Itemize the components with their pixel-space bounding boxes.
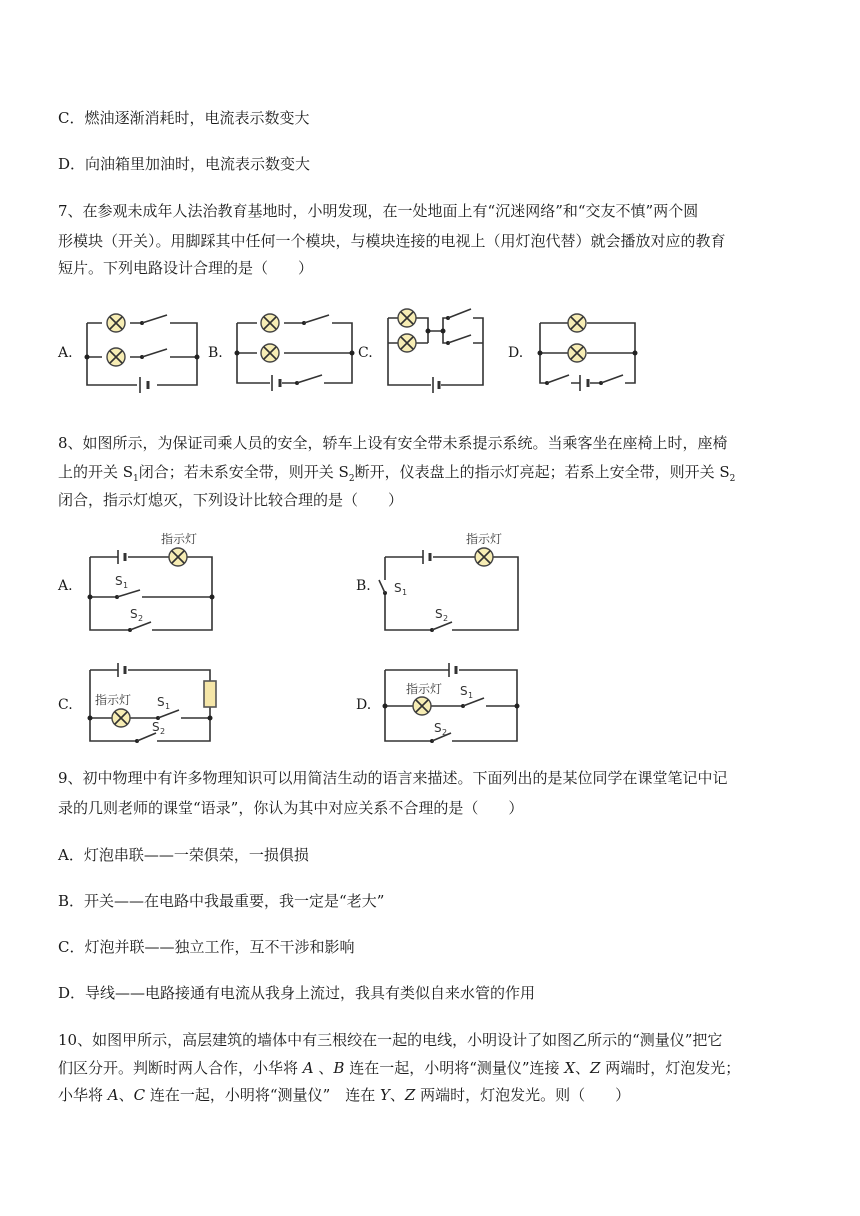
q8-label-d: D. — [356, 697, 372, 713]
q8-circuit-b — [380, 530, 530, 640]
q10-text: 、 — [313, 1059, 334, 1077]
q8-s2-label: S — [435, 607, 443, 621]
q10-var: B — [333, 1059, 345, 1077]
q8-s2-sub: 2 — [138, 614, 144, 623]
q8-circuit-a — [85, 530, 225, 640]
q8-lamp-label: 指示灯 — [95, 693, 132, 707]
q7-circuit-c — [383, 303, 493, 393]
q6-option-d: D．向油箱里加油时，电流表示数变大 — [58, 155, 311, 173]
q10-var: Z — [590, 1059, 601, 1077]
q10-var: Z — [404, 1086, 416, 1104]
q7-label-a: A. — [58, 345, 73, 361]
q10-text: 、 — [389, 1086, 405, 1104]
q10-stem-line2 — [58, 1058, 740, 1078]
q8-stem-line2 — [58, 462, 735, 489]
q8-stem-line1: 8、如图所示，为保证司乘人员的安全，轿车上设有安全带未系提示系统。当乘客坐在座椅上时，座椅 — [58, 434, 728, 452]
q10-var: C — [133, 1086, 146, 1104]
q9-option-c: C．灯泡并联——独立工作，互不干涉和影响 — [58, 938, 355, 956]
q6-option-c: C．燃油逐渐消耗时，电流表示数变大 — [58, 109, 310, 127]
q7-circuit-b — [232, 305, 362, 395]
q7-circuit-a — [82, 305, 212, 395]
q8-label-b: B. — [356, 578, 371, 594]
q8-lamp-label: 指示灯 — [161, 532, 198, 546]
q9-option-d: D．导线——电路接通有电流从我身上流过，我具有类似自来水管的作用 — [58, 984, 536, 1002]
switch-icon — [142, 315, 167, 323]
q10-var: X — [564, 1059, 575, 1077]
resistor-icon — [204, 681, 216, 707]
q10-text: 们区分开。判断时两人合作，小华将 — [58, 1059, 303, 1077]
q7-stem-line3: 短片。下列电路设计合理的是（ ） — [58, 259, 314, 277]
q9-stem-line2: 录的几则老师的课堂“语录”，你认为其中对应关系不合理的是（ ） — [58, 799, 524, 817]
q7-stem-line1: 7、在参观未成年人法治教育基地时，小明发现，在一处地面上有“沉迷网络”和“交友不慎”两个圆 — [58, 202, 699, 220]
q8-label-a: A. — [58, 578, 73, 594]
q8-lamp-label: 指示灯 — [406, 682, 443, 696]
q8-label-c: C. — [58, 697, 73, 713]
q10-var: Y — [380, 1086, 390, 1104]
q9-stem-line1: 9、初中物理中有许多物理知识可以用简洁生动的语言来描述。下面列出的是某位同学在课堂笔记中记 — [58, 769, 728, 787]
q8-s2-sub: 2 — [443, 614, 449, 623]
q10-text: 连在一起，小明将“测量仪” 连在 — [145, 1086, 380, 1104]
q8-s1-sub: 1 — [468, 691, 474, 700]
q8-lamp-label: 指示灯 — [466, 532, 503, 546]
q8-sub: 2 — [729, 474, 736, 484]
q7-label-d: D. — [508, 345, 524, 361]
q8-s1-label: S — [115, 574, 123, 588]
q8-text: 闭合；若未系安全带，则开关 S — [138, 463, 349, 481]
q8-s1-label: S — [460, 684, 468, 698]
q8-sub: 1 — [133, 474, 139, 484]
q8-text: 上的开关 S — [58, 463, 134, 481]
q8-sub: 2 — [348, 474, 355, 484]
q10-text: 两端时，灯泡发光； — [600, 1059, 741, 1077]
q10-stem-line3 — [58, 1085, 630, 1105]
q8-s1-sub: 1 — [165, 702, 171, 711]
q10-text: 两端时，灯泡发光。则（ ） — [415, 1086, 631, 1104]
q8-s2-label: S — [152, 720, 160, 734]
q10-text: 连在一起，小明将“测量仪”连接 — [344, 1059, 565, 1077]
q8-s2-sub: 2 — [442, 728, 448, 737]
q8-s2-label: S — [434, 721, 442, 735]
q7-label-c: C. — [358, 345, 373, 361]
q8-s2-label: S — [130, 607, 138, 621]
q10-var: A — [302, 1059, 314, 1077]
q8-stem-line3: 闭合，指示灯熄灭，下列设计比较合理的是（ ） — [58, 491, 404, 509]
q8-circuit-d — [380, 660, 530, 750]
q10-text: 、 — [118, 1086, 134, 1104]
q7-circuit-d — [535, 305, 645, 395]
q9-option-a: A．灯泡串联——一荣俱荣，一损俱损 — [58, 846, 309, 864]
q8-s1-sub: 1 — [402, 588, 408, 597]
q8-s2-sub: 2 — [160, 727, 166, 736]
q8-text: 断开，仪表盘上的指示灯亮起；若系上安全带，则开关 S — [354, 463, 730, 481]
q7-label-b: B. — [208, 345, 223, 361]
q8-circuit-c — [85, 660, 235, 750]
q10-text: 小华将 — [58, 1086, 108, 1104]
q8-s1-label: S — [157, 695, 165, 709]
q10-var: A — [107, 1086, 119, 1104]
q10-text: 、 — [575, 1059, 591, 1077]
q8-s1-sub: 1 — [123, 581, 129, 590]
q7-stem-line2: 形模块（开关）。用脚踩其中任何一个模块，与模块连接的电视上（用灯泡代替）就会播放对应的教育 — [58, 232, 726, 250]
q8-s1-label: S — [394, 581, 402, 595]
q9-option-b: B．开关——在电路中我最重要，我一定是“老大” — [58, 892, 385, 910]
q10-stem-line1: 10、如图甲所示，高层建筑的墙体中有三根绞在一起的电线，小明设计了如图乙所示的“测量仪”把它 — [58, 1031, 723, 1049]
